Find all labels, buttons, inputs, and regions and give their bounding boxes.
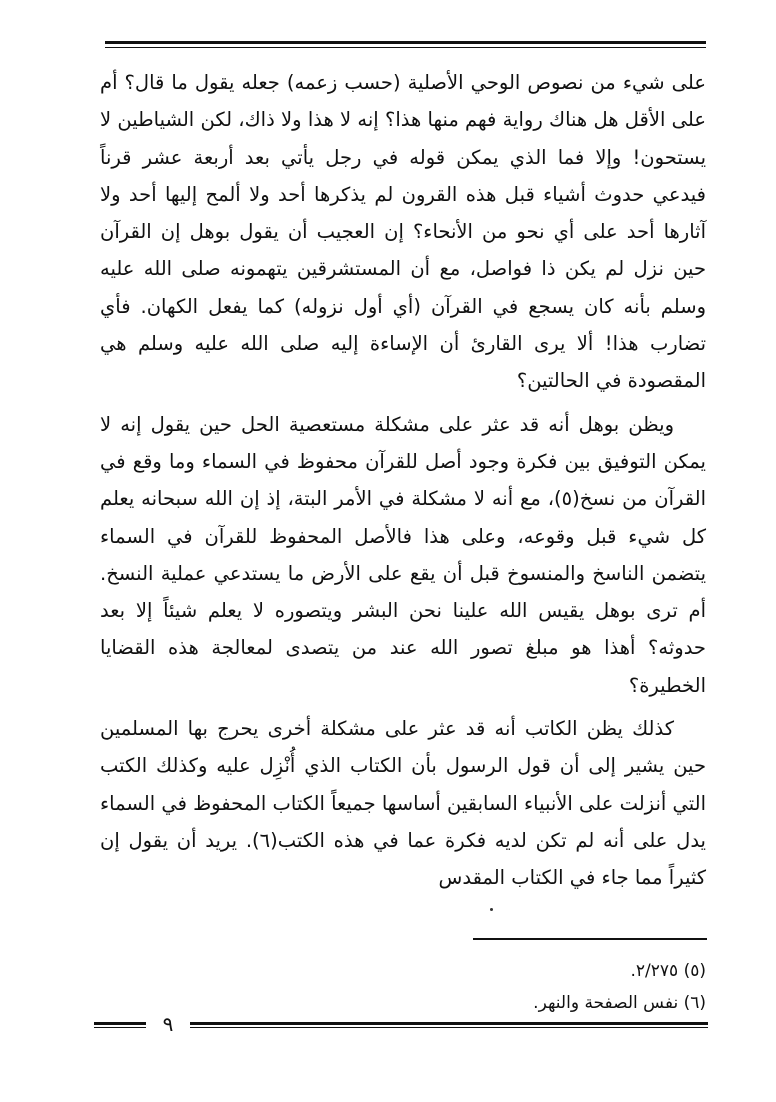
footnotes [380, 955, 706, 1019]
page-body [100, 64, 706, 897]
bottom-rule-left [94, 1022, 146, 1025]
top-rule [105, 41, 706, 44]
paragraph-2: ويظن بوهل أنه قد عثر على مشكلة مستعصية الحل حين يقول إنه لا يمكن التوفيق بين فكرة وجود أصل للقرآن محفوظ في السماء وما وقع في القرآن من نسخ(٥)، مع أنه لا مشكلة في الأمر البتة، إذ إن الله سبحانه يعلم كل شيء قبل وقوعه، وعلى هذا فالأصل المحفوظ للقرآن في السماء يتضمن الناسخ والمنسوخ قبل أن يقع على الأرض ما يستدعي عملية النسخ. أم ترى بوهل يقيس الله علينا نحن البشر ويتصوره لا يعلم شيئاً إلا بعد حدوثه؟ أهذا هو مبلغ تصور الله عند من يتصدى لمعالجة هذه القضايا الخطيرة؟ [100, 412, 706, 697]
footnote-separator [473, 938, 707, 940]
footnote-5: (٥) ٢/٢٧٥. [630, 961, 706, 981]
stray-dot [490, 908, 493, 911]
bottom-rule-right [190, 1022, 708, 1025]
paragraph-3: كذلك يظن الكاتب أنه قد عثر على مشكلة أخرى يحرج بها المسلمين حين يشير إلى أن قول الرسول بأن الكتاب الذي أُنْزِل عليه وكذلك الكتب التي أنزلت على الأنبياء السابقين أساسها جميعاً الكتاب المحفوظ في السماء يدل على أنه لم تكن لديه فكرة عما في هذه الكتب(٦). يريد أن يقول إن كثيراً مما جاء في الكتاب المقدس [100, 717, 706, 890]
paragraph-1: على شيء من نصوص الوحي الأصلية (حسب زعمه) جعله يقول ما قال؟ أم على الأقل هل هناك رواية فهم منها هذا؟ إنه لا هذا ولا ذاك، لكن الشياطين لا يستحون! وإلا فما الذي يمكن قوله في رجل يأتي بعد أربعة عشر قرناً فيدعي حدوث أشياء قبل هذه القرون لم يذكرها أحد ولا ألمح إليها أحد ولا آثارها أحد على أي نحو من الأنحاء؟ إن العجيب أن يقول بوهل إن القرآن حين نزل لم يكن ذا فواصل، مع أن المستشرقين يتهمونه صلى الله عليه وسلم بأنه كان يسجع في القرآن (أي أول نزوله) كما يفعل الكهان. فأي تضارب هذا! ألا يرى القارئ أن الإساءة إليه صلى الله عليه وسلم هي المقصودة في الحالتين؟ [100, 71, 706, 393]
footnote-6: (٦) نفس الصفحة والنهر. [533, 993, 706, 1013]
page-number: ٩ [162, 1012, 174, 1036]
top-rule-thin [105, 47, 706, 48]
bottom-rule-right-thin [190, 1027, 708, 1028]
bottom-rule-left-thin [94, 1027, 146, 1028]
